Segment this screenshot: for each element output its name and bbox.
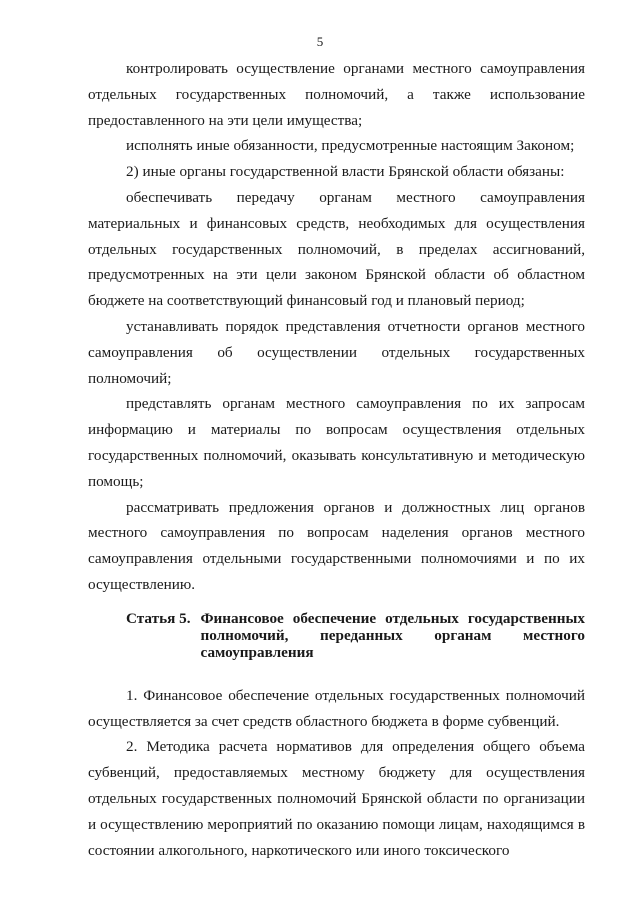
paragraph: обеспечивать передачу органам местного самоуправления материальных и финансовых средств, необходимых для осуществления отдельных государственных полномочий, в пределах ассигнований, предусмотренных на эти цели законом Брянской области об областном бюджете на соответствующий финансовый год и плановый период; [88, 188, 585, 310]
paragraph: контролировать осуществление органами местного самоуправления отдельных государственных полномочий, а также использование предоставленного на эти цели имущества; [88, 60, 585, 129]
paragraph: представлять органам местного самоуправления по их запросам информацию и материалы по вопросам осуществления отдельных государственных полномочий, оказывать консультативную и методическую помощь; [88, 395, 585, 490]
paragraph: 2. Методика расчета нормативов для определения общего объема субвенций, предоставляемых местному бюджету для осуществления отдельных государственных полномочий Брянской области по организации и осуществлению мероприятий по оказанию помощи лицам, находящимся в состоянии алкогольного, наркотического или иного токсического [88, 738, 585, 859]
article-title: Финансовое обеспечение отдельных государственных полномочий, переданных органам местного самоуправления [200, 609, 585, 661]
paragraph: рассматривать предложения органов и должностных лиц органов местного самоуправления по вопросам наделения органов местного самоуправления отдельными государственными полномочиями и по их осуществлению. [88, 498, 585, 593]
document-body [88, 56, 585, 863]
paragraph: исполнять иные обязанности, предусмотренные настоящим Законом; [126, 137, 575, 155]
article-heading [88, 610, 585, 661]
paragraph: 2) иные органы государственной власти Брянской области обязаны: [126, 163, 565, 181]
page-number: 5 [316, 34, 324, 49]
article-number: Статья 5. [126, 609, 191, 627]
paragraph: 1. Финансовое обеспечение отдельных государственных полномочий осуществляется за счет средств областного бюджета в форме субвенций. [88, 686, 585, 730]
paragraph: устанавливать порядок представления отчетности органов местного самоуправления об осуществлении отдельных государственных полномочий; [88, 317, 585, 387]
